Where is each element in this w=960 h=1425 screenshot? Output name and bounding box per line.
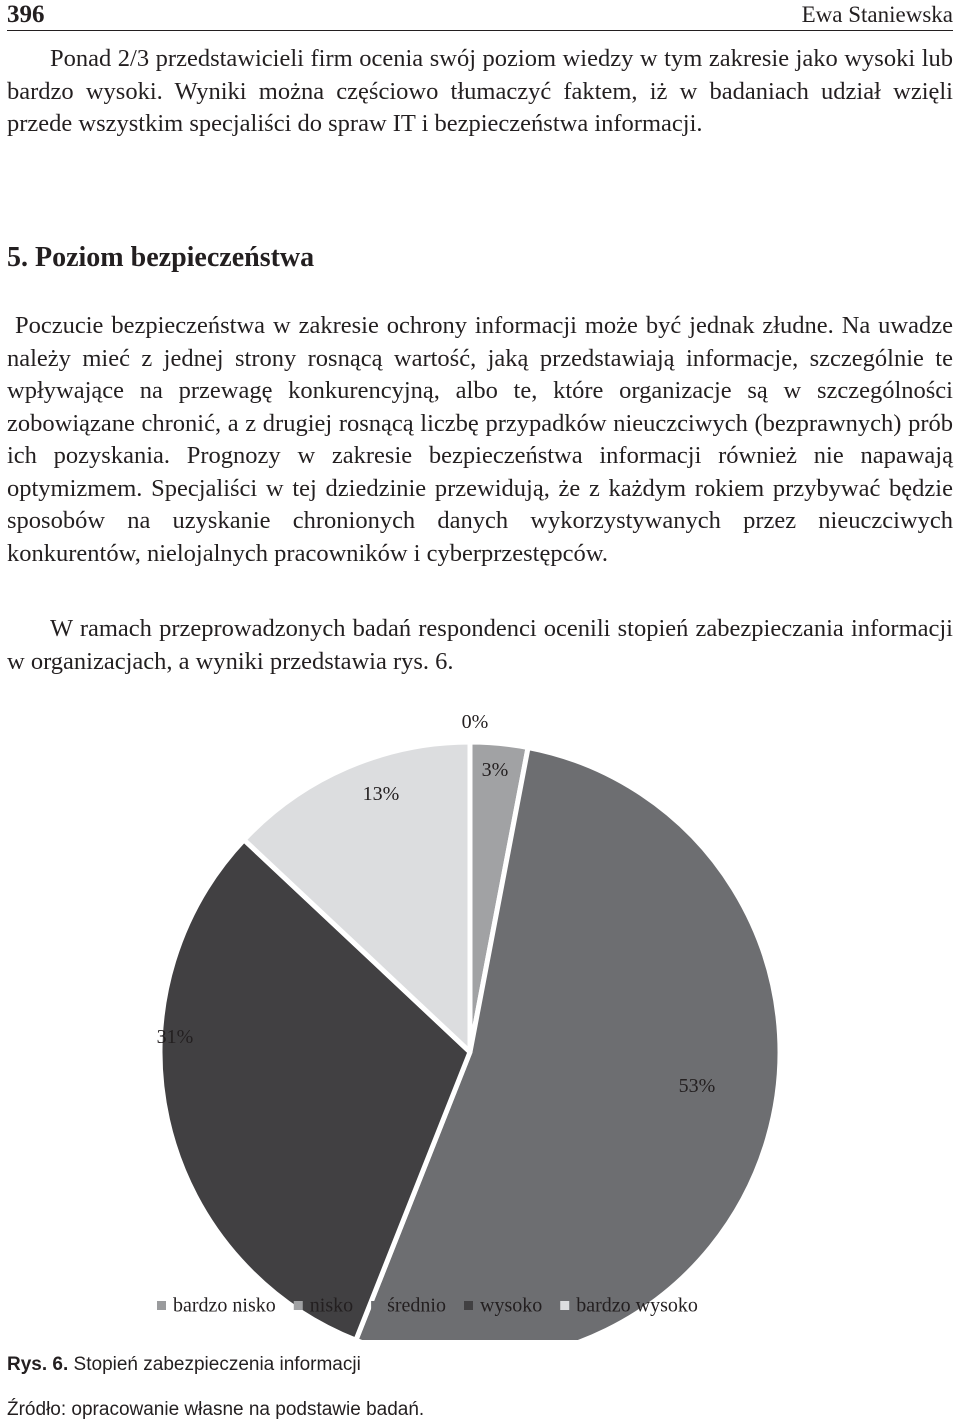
pie-data-label-1: 0% xyxy=(461,711,489,733)
legend-swatch-5 xyxy=(560,1301,569,1310)
legend-label-5: bardzo wysoko xyxy=(576,1294,698,1317)
legend-label-3: średnio xyxy=(387,1294,446,1317)
legend-swatch-2 xyxy=(294,1301,303,1310)
pie-data-label-2: 3% xyxy=(481,759,509,781)
figure-caption-text: Stopień zabezpieczenia informacji xyxy=(73,1354,361,1375)
paragraph-intro: Ponad 2/3 przedstawicieli firm ocenia swój poziom wiedzy w tym zakresie jako wysoki lub bardzo wysoki. Wyniki można częściowo tłumaczyć faktem, iż w badaniach udział wzięli przede wszystkim specjaliści do spraw IT i bezpieczeństwa informacji. xyxy=(7,45,953,137)
page-header xyxy=(7,0,953,31)
legend-label-1: bardzo nisko xyxy=(173,1294,276,1317)
pie-data-label-3: 53% xyxy=(678,1075,716,1097)
paragraph-figure-reference: W ramach przeprowadzonych badań respondenci ocenili stopień zabezpieczania informacji w organizacjach, a wyniki przedstawia rys. 6. xyxy=(7,615,953,675)
figure-source: Źródło: opracowanie własne na podstawie badań. xyxy=(7,1399,425,1420)
figure-caption-label: Rys. 6. xyxy=(7,1354,69,1375)
pie-chart xyxy=(0,700,960,1340)
legend-swatch-1 xyxy=(157,1301,166,1310)
paragraph-security: Poczucie bezpieczeństwa w zakresie ochrony informacji może być jednak złudne. Na uwadze należy mieć z jednej strony rosnącą wartość, jaką przedstawiają informacje, szczególnie te wpływające na przewagę konkurencyjną, albo te, które organizacje są w szczególności zobowiązane chronić, a z drugiej rosnącą liczbę przypadków nieuczciwych (bezprawnych) prób ich pozyskania. Prognozy w zakresie bezpieczeństwa informacji również nie napawają optymizmem. Specjaliści w tej dziedzinie przewidują, że z każdym rokiem przybywać będzie sposobów na uzyskanie chronionych danych wykorzystywanych przez nieuczciwych konkurentów, nielojalnych pracowników i cyberprzestępców. xyxy=(7,312,953,567)
running-head-author: Ewa Staniewska xyxy=(801,2,953,27)
figure-caption xyxy=(7,1353,361,1377)
pie-data-label-4: 31% xyxy=(156,1026,194,1048)
legend-label-2: nisko xyxy=(309,1294,354,1317)
legend-swatch-4 xyxy=(464,1301,473,1310)
pie-data-label-5: 13% xyxy=(362,783,400,805)
legend-label-4: wysoko xyxy=(480,1294,543,1317)
legend-swatch-3 xyxy=(371,1301,380,1310)
section-title: 5. Poziom bezpieczeństwa xyxy=(7,242,315,273)
page-number: 396 xyxy=(7,1,45,28)
